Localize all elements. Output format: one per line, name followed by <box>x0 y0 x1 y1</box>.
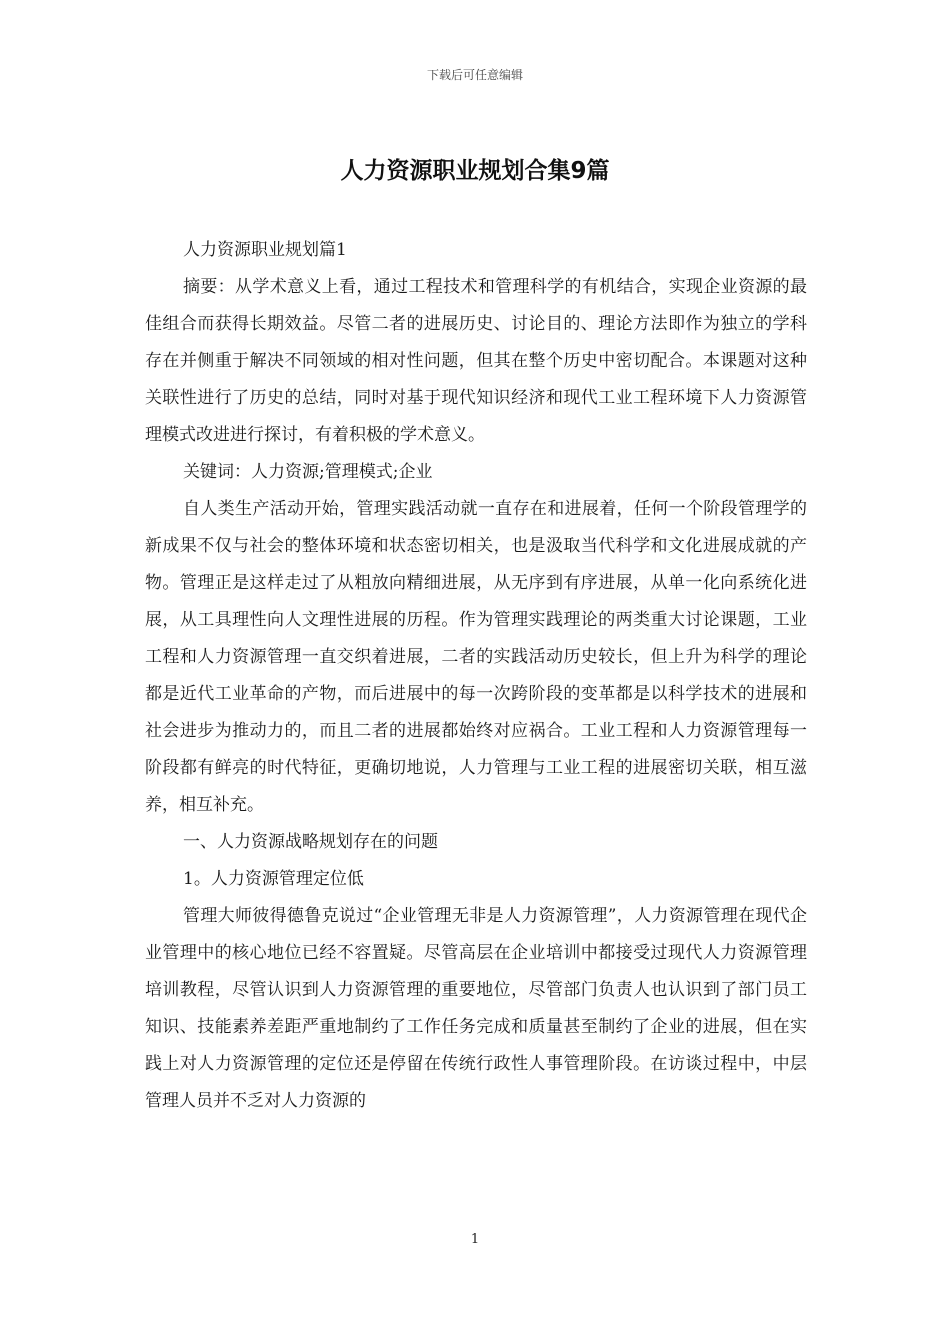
document-body <box>145 232 807 1120</box>
keywords-paragraph: 关键词：人力资源;管理模式;企业 <box>183 462 433 482</box>
body-paragraph: 管理大师彼得德鲁克说过“企业管理无非是人力资源管理”，人力资源管理在现代企业管理中的核心地位已经不容置疑。尽管高层在企业培训中都接受过现代人力资源管理培训教程，尽管认识到人力资源管理的重要地位，尽管部门负责人也认识到了部门员工知识、技能素养差距严重地制约了工作任务完成和质量甚至制约了企业的进展，但在实践上对人力资源管理的定位还是停留在传统行政性人事管理阶段。在访谈过程中，中层管理人员并不乏对人力资源的 <box>145 906 807 1111</box>
subsection-heading: 1。人力资源管理定位低 <box>183 869 364 889</box>
body-paragraph: 自人类生产活动开始，管理实践活动就一直存在和进展着，任何一个阶段管理学的新成果不仅与社会的整体环境和状态密切相关，也是汲取当代科学和文化进展成就的产物。管理正是这样走过了从粗放向精细进展，从无序到有序进展，从单一化向系统化进展，从工具理性向人文理性进展的历程。作为管理实践理论的两类重大讨论课题，工业工程和人力资源管理一直交织着进展，二者的实践活动历史较长，但上升为科学的理论都是近代工业革命的产物，而后进展中的每一次跨阶段的变革都是以科学技术的进展和社会进步为推动力的，而且二者的进展都始终对应祸合。工业工程和人力资源管理每一阶段都有鲜亮的时代特征，更确切地说，人力管理与工业工程的进展密切关联，相互滋养，相互补充。 <box>145 499 807 815</box>
document-title: 人力资源职业规划合集9篇 <box>340 158 610 184</box>
section-heading: 人力资源职业规划篇1 <box>183 240 347 260</box>
subsection-heading: 一、人力资源战略规划存在的问题 <box>183 832 438 852</box>
page-number: 1 <box>470 1232 480 1247</box>
abstract-paragraph: 摘要：从学术意义上看，通过工程技术和管理科学的有机结合，实现企业资源的最佳组合而获得长期效益。尽管二者的进展历史、讨论目的、理论方法即作为独立的学科存在并侧重于解决不同领域的相对性问题，但其在整个历史中密切配合。本课题对这种关联性进行了历史的总结，同时对基于现代知识经济和现代工业工程环境下人力资源管理模式改进进行探讨，有着积极的学术意义。 <box>145 277 807 445</box>
page-header-note: 下载后可任意编辑 <box>426 68 523 82</box>
